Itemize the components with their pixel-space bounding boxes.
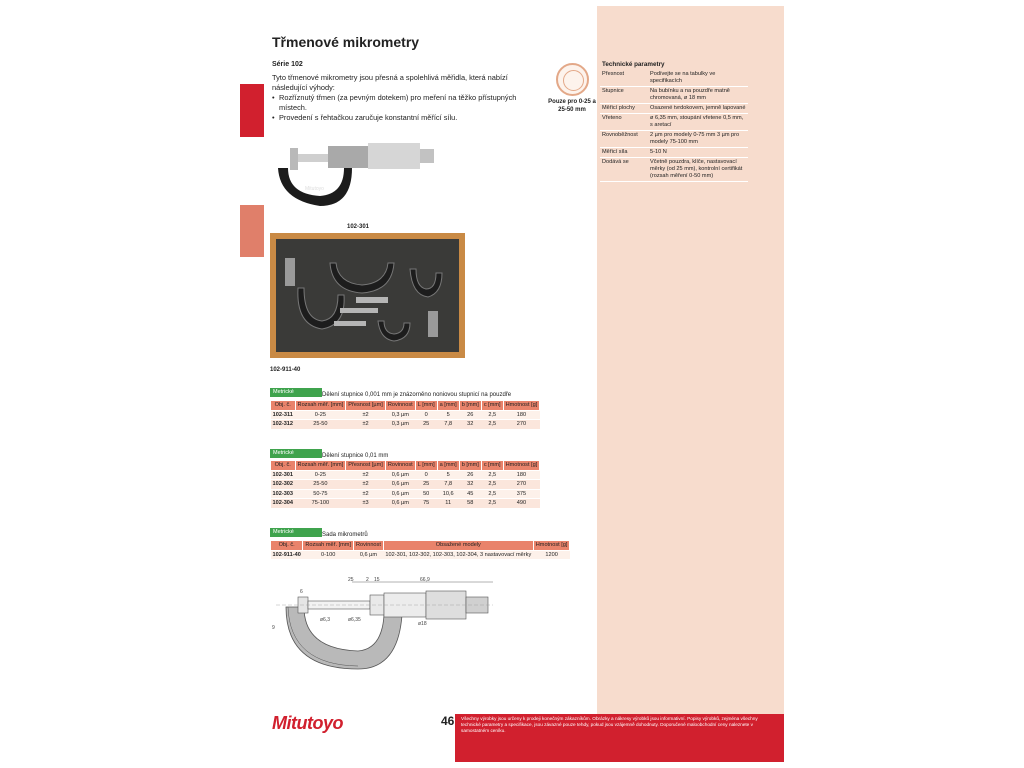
column-header: Hmotnost [g] — [533, 541, 570, 551]
tech-row — [600, 87, 748, 104]
table-cell: 26 — [459, 410, 481, 420]
table-title: Dělení stupnice 0,01 mm — [322, 453, 389, 459]
metric-tag: Metrické — [270, 388, 322, 397]
column-header: Obj. č. — [271, 461, 296, 471]
photo-caption: 102-911-40 — [270, 367, 301, 373]
tech-key: Rovnoběžnost — [600, 131, 648, 148]
series-label: Série 102 — [272, 61, 303, 68]
svg-text:Mitutoyo: Mitutoyo — [305, 186, 324, 192]
table-cell: 2,5 — [481, 470, 503, 480]
intro-paragraph: Tyto třmenové mikrometry jsou přesná a spolehlivá měřidla, která nabízí následující výhody: — [272, 73, 508, 92]
table-cell: 102-301 — [272, 471, 294, 478]
tech-key: Dodává se — [600, 158, 648, 182]
tech-key: Vřeteno — [600, 114, 648, 131]
table-row — [271, 499, 540, 509]
column-header: Přesnost [µm] — [346, 461, 386, 471]
table-cell: 32 — [459, 480, 481, 490]
table-cell: 0,6 µm — [354, 550, 384, 560]
table-cell: 2,5 — [481, 480, 503, 490]
table-cell: 102-301, 102-302, 102-303, 102-304, 3 nastavovací měrky — [385, 551, 532, 558]
column-header: L [mm] — [415, 401, 437, 411]
tech-value: Podívejte se na tabulky ve specifikacích — [648, 70, 748, 87]
column-header: a [mm] — [437, 461, 459, 471]
column-header: Přesnost [µm] — [346, 401, 386, 411]
column-header: Hmotnost [g] — [503, 461, 540, 471]
table-cell: 2,5 — [481, 489, 503, 499]
table-cell: 180 — [503, 470, 540, 480]
table-cell: 7,8 — [437, 420, 459, 430]
dim-label: ø6,3 — [320, 617, 331, 623]
column-header: Obj. č. — [271, 541, 303, 551]
table-row — [271, 420, 540, 430]
intro-text — [272, 73, 542, 123]
table-cell: 0,3 µm — [385, 410, 415, 420]
tech-params-title: Technické parametry — [602, 61, 665, 68]
table-cell: 58 — [459, 499, 481, 509]
table-cell: 2,5 — [481, 499, 503, 509]
table-cell: 7,8 — [437, 480, 459, 490]
table-row — [271, 410, 540, 420]
tech-value: Včetně pouzdra, klíče, nastavovací měrky (od 25 mm), kontrolní certifikát (rozsah měření 0-50 mm) — [648, 158, 748, 182]
table-cell: 0-100 — [303, 550, 354, 560]
table-cell: 102-304 — [272, 500, 294, 506]
dim-label: ø6,35 — [348, 617, 361, 623]
table-cell: 2,5 — [481, 410, 503, 420]
metric-tag: Metrické — [270, 528, 322, 537]
metric-tag: Metrické — [270, 449, 322, 458]
table-cell: 0,6 µm — [385, 499, 415, 509]
table-cell: 10,6 — [437, 489, 459, 499]
table-cell: 0 — [415, 410, 437, 420]
table-cell: 0,6 µm — [385, 470, 415, 480]
tech-key: Stupnice — [600, 87, 648, 104]
tech-value: Osazené tvrdokovem, jemně lapované — [648, 104, 748, 114]
table-cell: 0,6 µm — [385, 480, 415, 490]
table-row — [271, 489, 540, 499]
column-header: Rovinnost — [385, 401, 415, 411]
table-cell: 102-302 — [272, 481, 294, 487]
table-cell: 25 — [415, 420, 437, 430]
table-cell: 270 — [503, 480, 540, 490]
table-cell: 0 — [415, 470, 437, 480]
tech-value: 5-10 N — [648, 148, 748, 158]
column-header: a [mm] — [437, 401, 459, 411]
benefit-list — [272, 93, 542, 123]
table-cell: 1200 — [533, 550, 570, 560]
tech-key: Měřicí síla — [600, 148, 648, 158]
dim-label: 15 — [374, 577, 380, 583]
table-row — [271, 480, 540, 490]
section-tab-salmon — [240, 205, 264, 257]
tech-key: Přesnost — [600, 70, 648, 87]
table-cell: 5 — [437, 410, 459, 420]
table-cell: ±2 — [346, 470, 386, 480]
quality-stamp-icon — [556, 63, 589, 96]
spec-table-2 — [270, 460, 540, 509]
table-cell: 75-100 — [295, 499, 346, 509]
table-cell: 0,6 µm — [385, 489, 415, 499]
table-cell: 102-303 — [272, 490, 294, 497]
column-header: c [mm] — [481, 401, 503, 411]
column-header: Rovinnost — [354, 541, 384, 551]
table-cell: 0-25 — [295, 470, 346, 480]
table-cell: 5 — [437, 470, 459, 480]
table-cell: 0-25 — [295, 410, 346, 420]
table-title: Dělení stupnice 0,001 mm je znázorněno noniovou stupnicí na pouzdře — [322, 392, 512, 398]
table-cell: ±2 — [346, 420, 386, 430]
table-cell: 490 — [503, 499, 540, 509]
spec-table-3 — [270, 540, 570, 560]
micrometer-set-photo — [270, 233, 465, 358]
tech-params-table — [600, 70, 748, 182]
section-tab-red — [240, 84, 264, 137]
dim-label: 25 — [348, 577, 354, 583]
table-cell: 75 — [415, 499, 437, 509]
tech-row — [600, 70, 748, 87]
column-header: Obj. č. — [271, 401, 296, 411]
dim-label: ø18 — [418, 621, 427, 627]
table-cell: ±2 — [346, 489, 386, 499]
stamp-note: Pouze pro 0-25 a 25-50 mm — [548, 99, 596, 113]
page-number: 46 — [441, 714, 455, 728]
table-cell: 25-50 — [295, 420, 346, 430]
table-cell: 11 — [437, 499, 459, 509]
photo-caption: 102-301 — [347, 224, 370, 230]
column-header: Rovinnost — [385, 461, 415, 471]
mitutoyo-logo: Mitutoyo — [272, 713, 343, 733]
column-header: Rozsah měř. [mm] — [295, 401, 346, 411]
tech-value: ø 6,35 mm, stoupání vřetene 0,5 mm, s aretací — [648, 114, 748, 131]
table-cell: 102-312 — [272, 421, 294, 427]
table-cell: ±3 — [346, 499, 386, 509]
table-cell: 102-311 — [271, 410, 296, 420]
table-cell: 102-911-40 — [272, 551, 301, 558]
table-row — [271, 550, 570, 560]
column-header: Rozsah měř. [mm] — [295, 461, 346, 471]
table-cell: 180 — [503, 410, 540, 420]
tech-value: 2 µm pro modely 0-75 mm 3 µm pro modely 75-100 mm — [648, 131, 748, 148]
table-cell: 26 — [459, 470, 481, 480]
table-cell: 0,3 µm — [385, 420, 415, 430]
column-header: c [mm] — [481, 461, 503, 471]
table-cell: 32 — [459, 420, 481, 430]
table-cell: 25 — [415, 480, 437, 490]
table-cell: ±2 — [346, 410, 386, 420]
dim-label: 9 — [272, 625, 275, 631]
tech-row — [600, 114, 748, 131]
column-header: b [mm] — [459, 401, 481, 411]
dim-label: 6 — [300, 589, 303, 595]
tech-key: Měřicí plochy — [600, 104, 648, 114]
footer-disclaimer: Všechny výrobky jsou určeny k prodeji konečným zákazníkům. Obrázky a nákresy výrobků jsou informativní. Popisy výrobků, zejména všechny technické parametry a specifikace, jsou závazné pouze tehdy, pokud jsou vzájemně dohodnuty. Doporučené maloobchodní ceny naleznete v samostatném ceníku. — [461, 716, 758, 733]
column-header: Rozsah měř. [mm] — [303, 541, 354, 551]
table-cell: 25-50 — [295, 480, 346, 490]
table-cell: ±2 — [346, 480, 386, 490]
tech-row — [600, 104, 748, 114]
table-title: Sada mikrometrů — [322, 532, 368, 538]
column-header: Hmotnost [g] — [503, 401, 540, 411]
spec-table-1 — [270, 400, 540, 430]
micrometer-photo — [270, 140, 440, 215]
table-cell: 50 — [415, 489, 437, 499]
technical-drawing — [268, 577, 496, 675]
table-cell: 2,5 — [481, 420, 503, 430]
dim-label: 66,9 — [420, 577, 430, 583]
column-header: b [mm] — [459, 461, 481, 471]
tech-value: Na bubínku a na pouzdře matně chromovaná, ø 18 mm — [648, 87, 748, 104]
tech-row — [600, 158, 748, 182]
benefit-item: • Rozříznutý třmen (za pevným dotekem) pro meření na těžko přístupných místech. — [272, 93, 542, 113]
tech-row — [600, 148, 748, 158]
table-row — [271, 470, 540, 480]
dim-label: 2 — [366, 577, 369, 583]
tech-row — [600, 131, 748, 148]
column-header: L [mm] — [415, 461, 437, 471]
benefit-item: • Provedení s řehtačkou zaručuje konstantní měřící sílu. — [272, 113, 542, 123]
table-cell: 45 — [459, 489, 481, 499]
column-header: Obsažené modely — [383, 541, 533, 551]
table-cell: 270 — [503, 420, 540, 430]
page-title: Třmenové mikrometry — [272, 34, 420, 50]
table-cell: 375 — [503, 489, 540, 499]
table-cell: 50-75 — [295, 489, 346, 499]
